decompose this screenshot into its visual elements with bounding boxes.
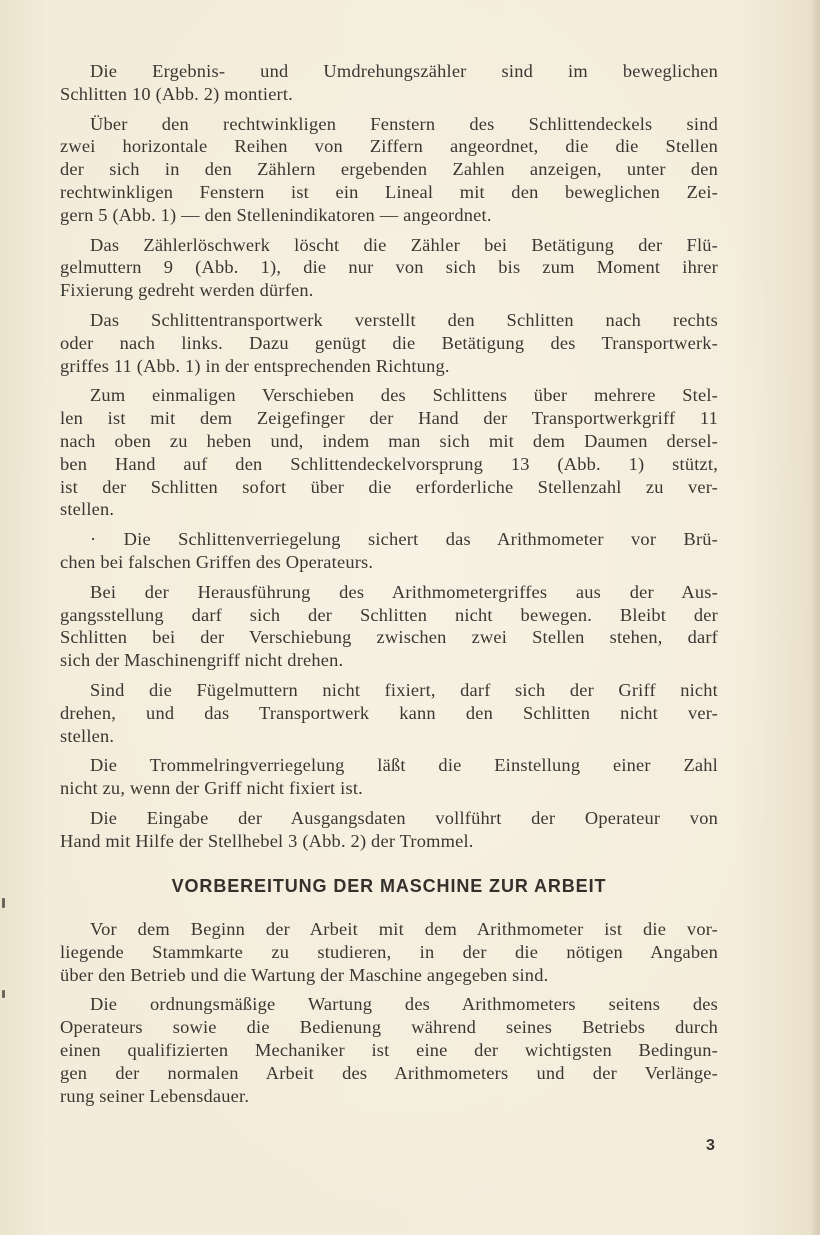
text-line: rung seiner Lebensdauer. <box>60 1085 250 1106</box>
text-line: griffes 11 (Abb. 1) in der entsprechenden Richtung. <box>60 355 450 376</box>
text-line: über den Betrieb und die Wartung der Maschine angegeben sind. <box>60 964 549 985</box>
text-line: Fixierung gedreht werden dürfen. <box>60 280 314 301</box>
paragraph <box>60 60 718 106</box>
text-line: ben Hand auf den Schlittendeckelvorsprung 13 (Abb. 1) stützt, <box>60 453 718 474</box>
paragraph <box>60 581 718 672</box>
text-line: Schlitten 10 (Abb. 2) montiert. <box>60 83 293 104</box>
margin-mark <box>2 898 5 908</box>
text-line: einen qualifizierten Mechaniker ist eine der wichtigsten Bedingun- <box>60 1039 718 1060</box>
page-number: 3 <box>706 1137 715 1154</box>
paragraph <box>60 113 718 227</box>
paragraph <box>60 384 718 521</box>
section-body-text <box>60 60 718 860</box>
text-line: Operateurs sowie die Bedienung während seines Betriebs durch <box>60 1017 718 1038</box>
text-line: · Die Schlittenverriegelung sichert das Arithmometer vor Brü- <box>90 529 718 550</box>
paragraph <box>60 309 718 377</box>
text-line: gangsstellung darf sich der Schlitten nicht bewegen. Bleibt der <box>60 604 718 625</box>
text-line: nach oben zu heben und, indem man sich mit dem Daumen dersel- <box>60 430 718 451</box>
text-line: Zum einmaligen Verschieben des Schlittens über mehrere Stel- <box>90 385 718 406</box>
text-line: drehen, und das Transportwerk kann den Schlitten nicht ver- <box>60 702 718 723</box>
text-line: Bei der Herausführung des Arithmometergriffes aus der Aus- <box>90 581 718 602</box>
section-preparation-text <box>60 918 718 1114</box>
text-line: Das Schlittentransportwerk verstellt den Schlitten nach rechts <box>90 309 718 330</box>
text-line: stellen. <box>60 725 115 746</box>
text-line: Sind die Fügelmuttern nicht fixiert, darf sich der Griff nicht <box>90 679 718 700</box>
text-line: len ist mit dem Zeigefinger der Hand der Transportwerkgriff 11 <box>60 408 718 429</box>
paragraph <box>60 807 718 853</box>
paragraph <box>60 528 718 574</box>
text-line: sich der Maschinengriff nicht drehen. <box>60 650 344 671</box>
text-line: gelmuttern 9 (Abb. 1), die nur von sich bis zum Moment ihrer <box>60 257 718 278</box>
text-line: Die ordnungsmäßige Wartung des Arithmometers seitens des <box>90 994 718 1015</box>
text-line: zwei horizontale Reihen von Ziffern angeordnet, die die Stellen <box>60 136 718 157</box>
text-line: liegende Stammkarte zu studieren, in der die nötigen Angaben <box>60 941 718 962</box>
section-heading: VORBEREITUNG DER MASCHINE ZUR ARBEIT <box>171 876 607 896</box>
paragraph <box>60 993 718 1107</box>
paragraph <box>60 918 718 986</box>
page-edge-shadow <box>810 0 820 1235</box>
text-line: Die Ergebnis- und Umdrehungszähler sind im beweglichen <box>90 61 718 81</box>
text-line: Vor dem Beginn der Arbeit mit dem Arithmometer ist die vor- <box>90 919 718 939</box>
text-line: ist der Schlitten sofort über die erforderliche Stellenzahl zu ver- <box>60 476 718 497</box>
margin-mark <box>2 990 5 998</box>
text-line: rechtwinkligen Fenstern ist ein Lineal mit den beweglichen Zei- <box>60 181 718 202</box>
text-line: stellen. <box>60 499 115 520</box>
paragraph <box>60 754 718 800</box>
text-line: gern 5 (Abb. 1) — den Stellenindikatoren — angeordnet. <box>60 204 492 225</box>
text-line: Über den rechtwinkligen Fenstern des Schlittendeckels sind <box>90 113 718 134</box>
text-line: Die Eingabe der Ausgangsdaten vollführt der Operateur von <box>90 807 718 828</box>
text-line: nicht zu, wenn der Griff nicht fixiert ist. <box>60 778 363 799</box>
text-line: Die Trommelringverriegelung läßt die Einstellung einer Zahl <box>90 755 718 776</box>
paragraph <box>60 234 718 302</box>
text-line: Schlitten bei der Verschiebung zwischen zwei Stellen stehen, darf <box>60 627 718 648</box>
text-line: der sich in den Zählern ergebenden Zahlen anzeigen, unter den <box>60 159 718 180</box>
text-line: Hand mit Hilfe der Stellhebel 3 (Abb. 2) der Trommel. <box>60 830 474 851</box>
text-line: chen bei falschen Griffen des Operateurs. <box>60 551 374 572</box>
text-line: gen der normalen Arbeit des Arithmometers und der Verlänge- <box>60 1062 718 1083</box>
text-line: Das Zählerlöschwerk löscht die Zähler bei Betätigung der Flü- <box>90 234 718 255</box>
text-line: oder nach links. Dazu genügt die Betätigung des Transportwerk- <box>60 332 718 353</box>
paragraph <box>60 679 718 747</box>
